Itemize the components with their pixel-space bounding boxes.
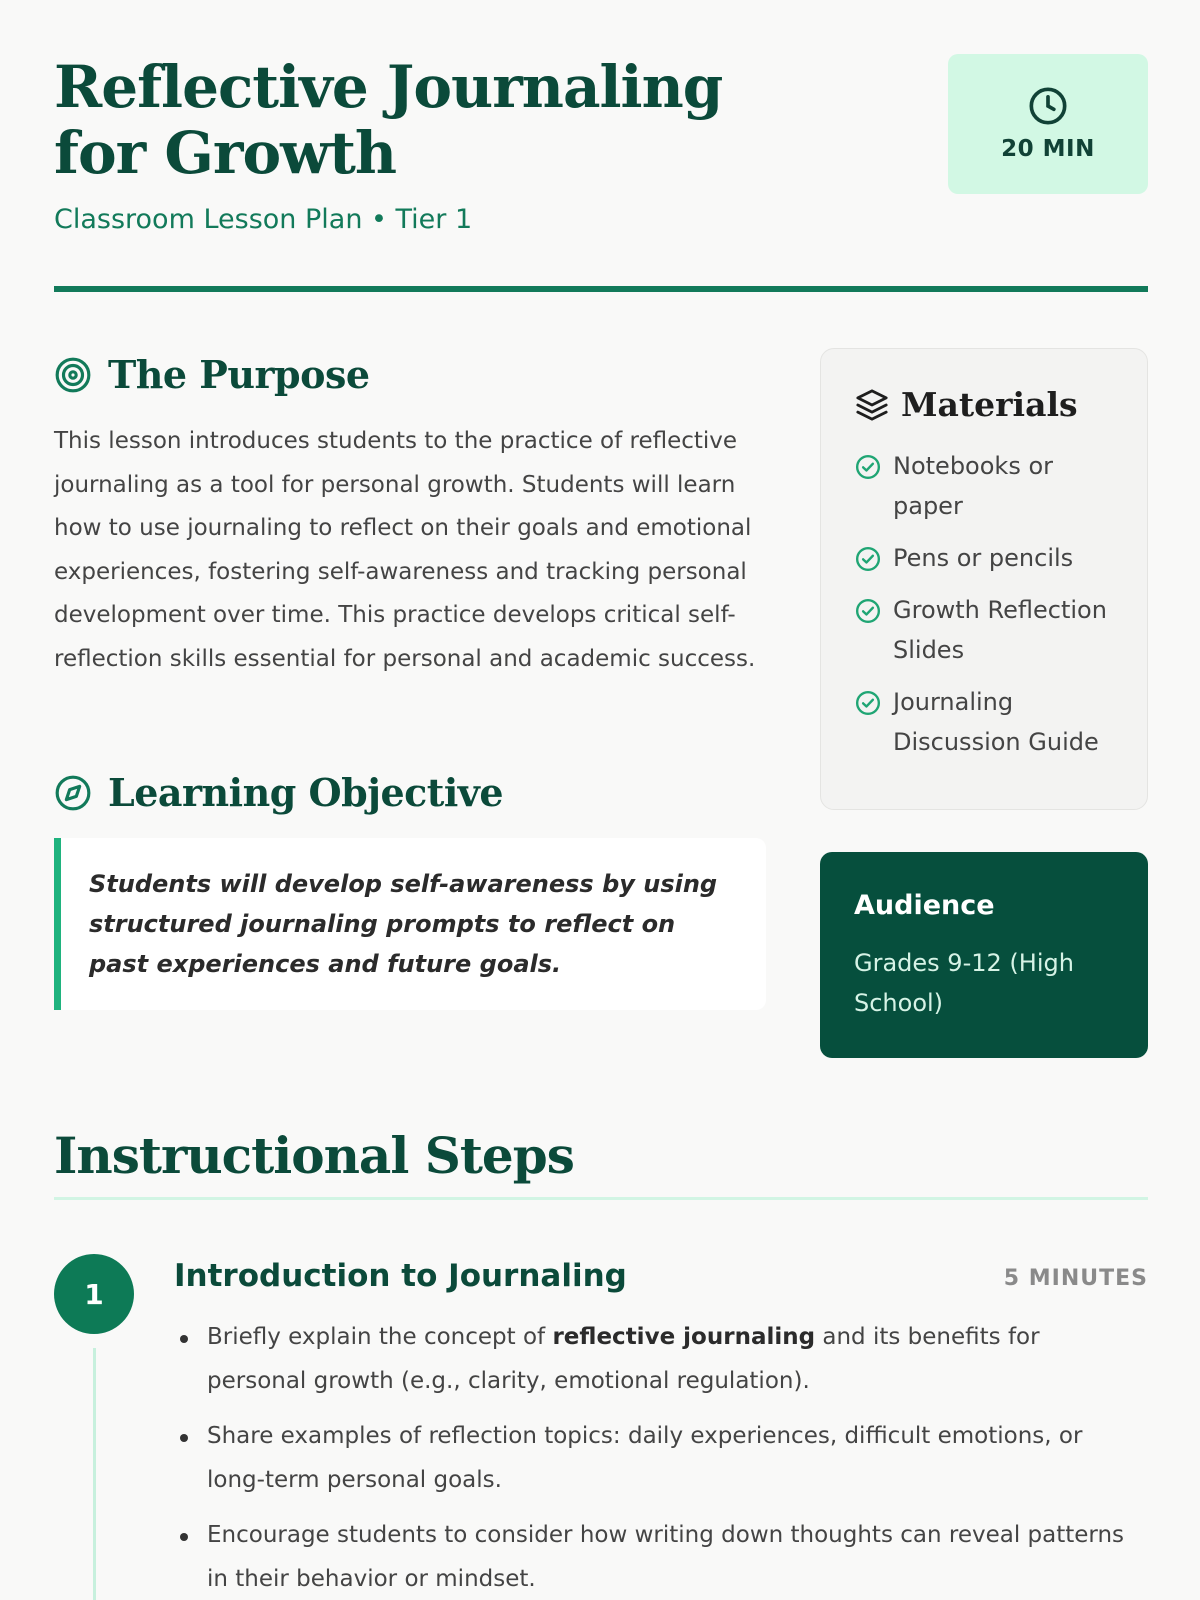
purpose-text: This lesson introduces students to the practice of reflective journaling as a tool for personal growth. Students will learn how to use journaling to reflect on their goals and emotional experiences, fostering self-awareness and tracking personal development over time. This practice develops critical self-reflection skills essential for personal and academic success. — [54, 428, 756, 672]
step-duration: 5 MINUTES — [1003, 1266, 1148, 1291]
material-label: Growth Reflection Slides — [893, 596, 1107, 664]
step-bullet — [174, 1415, 1134, 1502]
material-item — [855, 446, 1117, 526]
page-subtitle: Classroom Lesson Plan • Tier 1 — [54, 204, 473, 235]
check-circle-icon — [855, 546, 881, 572]
objective-title: Learning Objective — [108, 770, 504, 815]
purpose-title: The Purpose — [108, 352, 370, 397]
step-bullet-list — [174, 1316, 1134, 1600]
bullet-text: Briefly explain the concept of — [207, 1324, 553, 1350]
bullet-text: and its benefits for personal growth (e.g., clarity, emotional regulation). — [207, 1324, 1040, 1394]
step-number-badge: 1 — [54, 1254, 134, 1334]
check-circle-icon — [855, 598, 881, 624]
header-divider — [54, 286, 1148, 292]
objective-text: Students will develop self-awareness by using structured journaling prompts to reflect on past experiences and future goals. — [89, 870, 718, 978]
compass-icon — [54, 774, 92, 812]
lesson-header — [54, 54, 1148, 235]
material-label: Journaling Discussion Guide — [893, 688, 1099, 756]
objective-card — [54, 838, 766, 1010]
audience-title: Audience — [854, 890, 995, 921]
materials-card — [820, 348, 1148, 810]
check-circle-icon — [855, 690, 881, 716]
duration-label: 20 MIN — [1001, 136, 1095, 162]
step-bullet — [174, 1316, 1134, 1403]
step-timeline-line — [93, 1348, 96, 1600]
purpose-heading — [54, 352, 370, 397]
materials-title: Materials — [901, 385, 1078, 424]
bullet-text: Encourage students to consider how writing down thoughts can reveal patterns in their behavior or mindset. — [207, 1522, 1125, 1592]
audience-text: Grades 9-12 (High School) — [854, 949, 1074, 1017]
check-circle-icon — [855, 454, 881, 480]
materials-heading — [855, 385, 1117, 424]
material-item — [855, 538, 1117, 578]
step-bullet — [174, 1514, 1134, 1600]
material-item — [855, 590, 1117, 670]
bullet-text: Share examples of reflection topics: daily experiences, difficult emotions, or long-term personal goals. — [207, 1423, 1083, 1493]
audience-card — [820, 852, 1148, 1058]
material-label: Notebooks or paper — [893, 452, 1053, 520]
target-icon — [54, 356, 92, 394]
material-item — [855, 682, 1117, 762]
bullet-bold-text: reflective journaling — [552, 1324, 816, 1350]
duration-badge — [948, 54, 1148, 194]
step-title: Introduction to Journaling — [174, 1258, 627, 1294]
clock-icon — [1028, 86, 1068, 126]
page-title: Reflective Journaling for Growth — [54, 53, 723, 187]
material-label: Pens or pencils — [893, 544, 1074, 572]
steps-divider — [54, 1197, 1148, 1200]
layers-icon — [855, 388, 889, 422]
objective-heading — [54, 770, 503, 815]
steps-title: Instructional Steps — [54, 1126, 574, 1185]
